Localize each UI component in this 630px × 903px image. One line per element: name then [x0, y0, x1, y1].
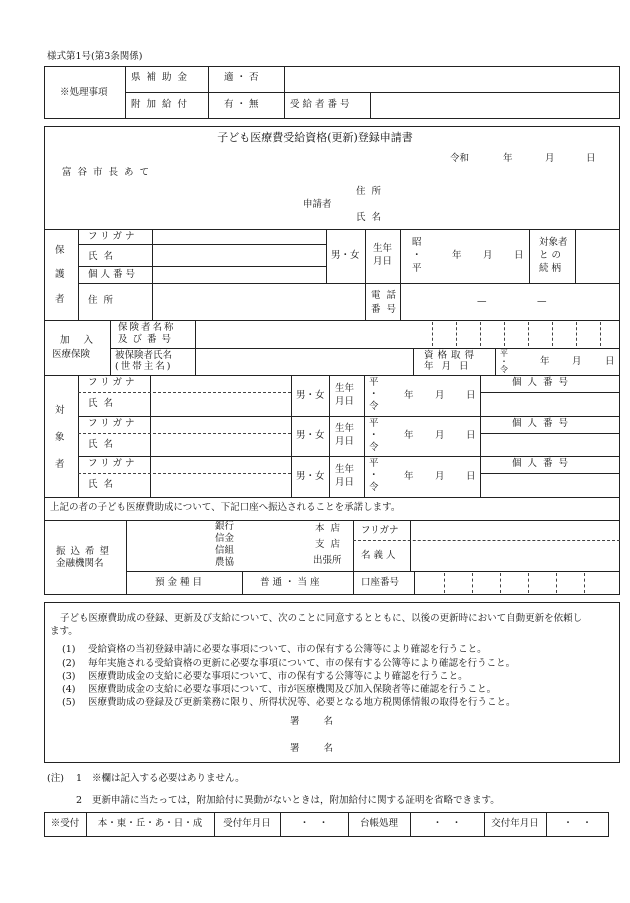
agreement-intro-2: ます。 [50, 626, 78, 637]
agreement-item-1-no: (1) [62, 644, 76, 655]
subject-3-id-label: 個人番号 [512, 458, 575, 469]
received-label: ※受付 [50, 818, 80, 829]
subject-1-day: 日 [466, 390, 476, 401]
date-era: 令和 [450, 153, 470, 164]
subject-1-birth-label-1: 生年 [335, 383, 355, 394]
guardian-label-2: 護 [55, 269, 65, 280]
received-offices[interactable]: 本・東・丘・あ・日・成 [97, 818, 203, 829]
note-1-no: 1 [76, 773, 83, 784]
subject-2-era-heisei[interactable]: 平 [369, 418, 379, 429]
subject-3-era-reiwa[interactable]: 令 [369, 482, 379, 493]
note-1: ※欄は記入する必要はありません。 [92, 773, 245, 784]
subsidy-label: 県補助金 [131, 72, 194, 83]
guardian-era-heisei[interactable]: 平 [412, 263, 422, 274]
form-number: 様式第1号(第3条関係) [47, 51, 143, 62]
agreement-item-3: 医療費助成金の支給に必要な事項について、市の保有する公簿等により確認を行うこと。 [88, 671, 468, 682]
guardian-name-field[interactable] [155, 247, 323, 264]
subject-2-era-dot: ・ [369, 430, 379, 441]
deposit-type-label: 預金種目 [155, 577, 206, 588]
subject-3-era-heisei[interactable]: 平 [369, 458, 379, 469]
subject-1-birth-label-2: 月日 [335, 396, 355, 407]
applicant-address-field[interactable] [400, 185, 610, 199]
subject-2-id-field[interactable] [483, 436, 617, 454]
holder-label: 名義人 [361, 550, 399, 561]
relation-label-3: 続柄 [539, 263, 565, 274]
phone-sep-1: — [477, 296, 487, 307]
bank-type-shinkumi[interactable]: 信組 [215, 545, 235, 556]
applicant-address-label: 住所 [356, 186, 388, 197]
deposit-type-value[interactable]: 普通・当座 [260, 577, 323, 588]
insurance-era-reiwa[interactable]: 令 [500, 365, 508, 374]
insurer-field[interactable] [198, 322, 428, 346]
subject-2-sex[interactable]: 男・女 [296, 430, 325, 441]
subject-3-year: 年 [404, 471, 414, 482]
subject-3-birth-label-1: 生年 [335, 464, 355, 475]
subject-1-era-heisei[interactable]: 平 [369, 377, 379, 388]
subject-3-birth-label-2: 月日 [335, 477, 355, 488]
recipient-number-label: 受給者番号 [290, 99, 353, 110]
agreement-item-2: 毎年実施される受給資格の更新に必要な事項について、市の保有する公簿等により確認を行うこと。 [88, 658, 516, 669]
subject-1-name-label: 氏名 [88, 398, 120, 409]
bank-type-shinkin[interactable]: 信金 [215, 533, 235, 544]
received-date-label: 受付年月日 [223, 818, 271, 829]
holder-furigana-field[interactable] [413, 523, 617, 538]
guardian-address-field[interactable] [155, 286, 362, 318]
agreement-intro-1: 子ども医療費助成の登録、更新及び支給について、次のことに同意するとともに、以後の更新時において自動更新を依頼し [60, 613, 583, 624]
phone-field[interactable] [403, 286, 617, 318]
bank-type-nokyo[interactable]: 農協 [215, 557, 235, 568]
subject-3-furigana-field[interactable] [153, 458, 288, 471]
subject-1-year: 年 [404, 390, 414, 401]
received-date-field[interactable]: ・ ・ [299, 818, 329, 829]
branch-main[interactable]: 本店 [315, 523, 347, 534]
subject-2-era-reiwa[interactable]: 令 [369, 442, 379, 453]
branch-name-field[interactable] [245, 523, 310, 568]
subject-1-era-reiwa[interactable]: 令 [369, 401, 379, 412]
subject-3-era-dot: ・ [369, 470, 379, 481]
subject-1-month: 月 [435, 390, 445, 401]
relation-label-2: との [539, 250, 565, 261]
subject-1-name-field[interactable] [153, 395, 288, 414]
bank-label-1: 振込希望 [56, 546, 115, 557]
acquired-label-1: 資格取得 [424, 350, 479, 361]
branch-office[interactable]: 出張所 [313, 555, 342, 566]
agreement-item-3-no: (3) [62, 671, 76, 682]
agreement-item-5-no: (5) [62, 697, 76, 708]
ledger-label: 台帳処理 [359, 818, 398, 829]
guardian-furigana-field[interactable] [155, 231, 323, 243]
note-2: 更新申請に当たっては，附加給付に異動がないときは，附加給付に関する証明を省略できます。 [92, 795, 500, 806]
transfer-consent-text: 上記の者の子ども医療費助成について、下記口座へ振込されることを承諾します。 [50, 502, 401, 513]
allowance-label: 附加給付 [131, 99, 194, 110]
subject-2-name-label: 氏名 [88, 439, 120, 450]
insurance-era-dot: ・ [500, 357, 508, 366]
insurance-label-1: 加入 [60, 335, 108, 346]
applicant-name-field[interactable] [400, 211, 610, 225]
subject-1-id-label: 個人番号 [512, 377, 575, 388]
issued-date-label: 交付年月日 [491, 818, 539, 829]
subject-2-birth-label-1: 生年 [335, 423, 355, 434]
note-prefix: (注) [47, 773, 64, 784]
insured-label-2: (世帯主名) [115, 361, 173, 372]
signature-label-2: 署名 [290, 743, 358, 754]
guardian-label-3: 者 [55, 294, 65, 305]
acquired-year: 年 [540, 356, 550, 367]
subject-2-id-label: 個人番号 [512, 418, 575, 429]
subject-2-day: 日 [466, 430, 476, 441]
applicant-label: 申請者 [303, 199, 332, 210]
guardian-era-showa[interactable]: 昭 [412, 237, 422, 248]
insurer-label-2: 及び番号 [118, 334, 177, 345]
subject-3-furigana-label: フリガナ [88, 458, 138, 469]
insured-label-1: 被保険者氏名 [115, 350, 173, 361]
guardian-label-1: 保 [55, 245, 65, 256]
account-number-label: 口座番号 [361, 577, 400, 588]
subject-2-name-field[interactable] [153, 436, 288, 454]
agreement-item-5: 医療費助成の登録及び更新業務に限り、所得状況等、必要となる地方税関係情報の取得を行うこと。 [88, 697, 516, 708]
acquired-month: 月 [572, 356, 582, 367]
holder-name-field[interactable] [413, 543, 617, 569]
date-day: 日 [586, 153, 596, 164]
subject-1-era-dot: ・ [369, 389, 379, 400]
note-2-no: 2 [76, 795, 83, 806]
guardian-birth-label-2: 月日 [373, 256, 393, 267]
insurance-era-heisei[interactable]: 平 [500, 349, 508, 358]
guardian-birth-month: 月 [483, 250, 493, 261]
relation-label-1: 対象者 [539, 237, 568, 248]
subject-label-3: 者 [55, 459, 65, 470]
acquired-label-2: 年月日 [424, 361, 477, 372]
guardian-birth-year: 年 [452, 250, 462, 261]
subject-3-name-label: 氏名 [88, 479, 120, 490]
subject-1-sex[interactable]: 男・女 [296, 390, 325, 401]
date-month: 月 [545, 153, 555, 164]
subject-3-id-field[interactable] [483, 476, 617, 495]
phone-sep-2: — [537, 296, 547, 307]
subject-3-sex[interactable]: 男・女 [296, 471, 325, 482]
signature-field-1[interactable] [350, 714, 600, 730]
agreement-item-4: 医療費助成金の支給に必要な事項について、市が医療機関及び加入保険者等に確認を行うこと。 [88, 684, 497, 695]
guardian-era-dot: ・ [412, 250, 422, 261]
guardian-id-field[interactable] [155, 268, 323, 281]
guardian-furigana-label: フリガナ [88, 231, 138, 242]
subsidy-value[interactable]: 適・否 [224, 72, 262, 83]
ledger-date-field[interactable]: ・ ・ [432, 818, 462, 829]
guardian-birth-day: 日 [514, 250, 524, 261]
branch-branch[interactable]: 支店 [315, 539, 347, 550]
subject-2-furigana-field[interactable] [153, 418, 288, 431]
subject-1-id-field[interactable] [483, 395, 617, 414]
date-year: 年 [503, 153, 513, 164]
issued-date-field[interactable]: ・ ・ [563, 818, 592, 829]
form-title: 子ども医療費受給資格(更新)登録申請書 [217, 131, 413, 144]
agreement-item-1: 受給資格の当初登録申請に必要な事項について、市の保有する公簿等により確認を行うこと。 [88, 644, 487, 655]
agreement-item-4-no: (4) [62, 684, 76, 695]
signature-label-1: 署名 [290, 716, 358, 727]
subject-1-furigana-field[interactable] [153, 377, 288, 390]
subject-3-name-field[interactable] [153, 476, 288, 495]
guardian-address-label: 住所 [88, 295, 120, 306]
subject-2-birth-label-2: 月日 [335, 436, 355, 447]
allowance-value[interactable]: 有・無 [224, 99, 262, 110]
subject-2-furigana-label: フリガナ [88, 418, 138, 429]
signature-field-2[interactable] [350, 741, 600, 757]
bank-label-2: 金融機関名 [56, 558, 104, 569]
insurer-label-1: 保険者名称 [118, 322, 176, 333]
subject-1-furigana-label: フリガナ [88, 377, 138, 388]
subject-3-day: 日 [466, 471, 476, 482]
account-number-field[interactable] [416, 573, 616, 593]
subject-label-2: 象 [55, 432, 65, 443]
addressee: 富谷市長あて [62, 167, 156, 178]
insurance-label-2: 医療保険 [52, 349, 91, 360]
applicant-name-label: 氏名 [356, 212, 388, 223]
subject-label-1: 対 [55, 405, 65, 416]
holder-furigana-label: フリガナ [361, 525, 399, 536]
phone-label-1: 電話 [371, 290, 403, 301]
relation-field[interactable] [578, 231, 618, 281]
subject-2-year: 年 [404, 430, 414, 441]
bank-type-bank[interactable]: 銀行 [215, 521, 235, 532]
guardian-name-label: 氏名 [88, 251, 120, 262]
guardian-birth-label-1: 生年 [373, 243, 393, 254]
insured-name-field[interactable] [198, 350, 410, 373]
phone-label-2: 番号 [371, 304, 403, 315]
subject-3-month: 月 [435, 471, 445, 482]
agreement-item-2-no: (2) [62, 658, 76, 669]
office-use-label: ※処理事項 [60, 87, 108, 98]
guardian-sex[interactable]: 男・女 [331, 250, 360, 261]
acquired-day: 日 [605, 356, 615, 367]
guardian-id-label: 個人番号 [88, 269, 139, 280]
bank-name-field[interactable] [130, 523, 210, 568]
subject-2-month: 月 [435, 430, 445, 441]
